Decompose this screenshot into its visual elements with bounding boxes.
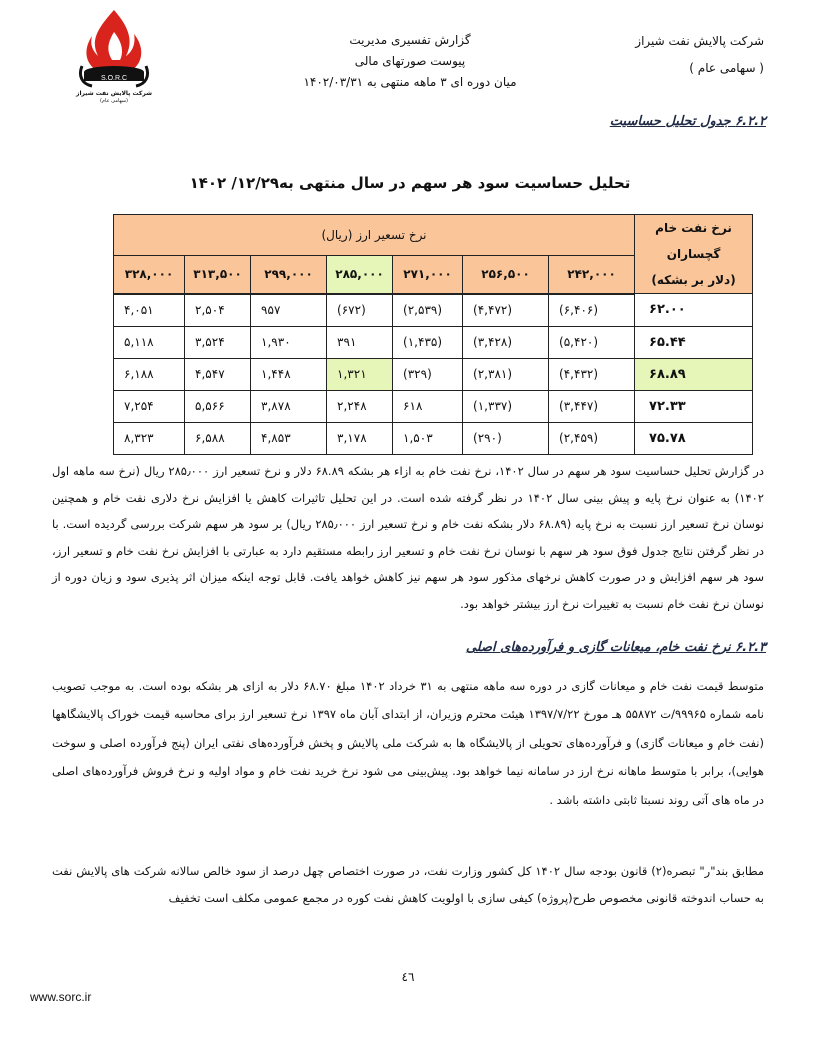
eps-cell: (۶۷۲) bbox=[327, 294, 393, 327]
crude-price-paragraph: متوسط قیمت نفت خام و میعانات گازی در دوره سه ماهه منتهی به ۳۱ خرداد ۱۴۰۲ مبلغ ۶۸.۷۰ دلار به ازای هر بشکه بوده است. به موجب تصویب نامه شماره ۹۹۹۶۵/ت ۵۵۸۷۲ هـ مورخ ۱۳۹۷/۷/۲۲ هیئت محترم وزیران، از ابتدای آبان ماه ۱۳۹۷ نرخ تسعیر ارز برای محاسبه قیمت خوراک پالایشگاهها (نفت خام و میعانات گازی) و فرآورده‌های تحویلی از پالایشگاه ها به شرکت ملی پالایش و پخش فرآورده‌های نفتی ایران (پنج فرآورده اصلی و سوخت هوایی)، برابر با متوسط ماهانه نرخ ارز در سامانه نیما خواهد بود. پیش‌بینی می شود نرخ خرید نفت خام و مواد اولیه و نرخ فروش فرآورده‌های اصلی در ماه های آتی روند نسبتا ثابتی داشته باشد . bbox=[52, 679, 765, 807]
eps-cell: (۶,۴۰۶) bbox=[549, 294, 635, 327]
company-header bbox=[564, 28, 764, 82]
oil-price-header-line1: نرخ نفت خام گچساران bbox=[655, 221, 732, 261]
fx-rate-header: ۲۵۶,۵۰۰ bbox=[463, 256, 549, 294]
eps-cell: ۴,۵۴۷ bbox=[185, 358, 251, 390]
eps-cell: ۷,۲۵۴ bbox=[114, 390, 185, 422]
table-row bbox=[114, 390, 753, 422]
eps-cell: (۳,۴۲۸) bbox=[463, 326, 549, 358]
eps-cell: (۴,۴۷۲) bbox=[463, 294, 549, 327]
fx-rate-header-base: ۲۸۵,۰۰۰ bbox=[327, 256, 393, 294]
eps-cell: ۹۵۷ bbox=[251, 294, 327, 327]
report-header bbox=[280, 30, 540, 93]
eps-cell: ۵,۱۱۸ bbox=[114, 326, 185, 358]
company-type: ( سهامی عام ) bbox=[689, 61, 764, 75]
eps-cell: ۳,۸۷۸ bbox=[251, 390, 327, 422]
eps-cell: ۶,۱۸۸ bbox=[114, 358, 185, 390]
sensitivity-explanation-paragraph: در گزارش تحلیل حساسیت سود هر سهم در سال ۱۴۰۲، نرخ نفت خام به ازاء هر بشکه ۶۸.۸۹ دلار و نرخ تسعیر ارز ۲۸۵٫۰۰۰ ریال (نرخ سه ماهه اول ۱۴۰۲) به عنوان نرخ پایه و پیش بینی سال ۱۴۰۲ در نظر گرفته شده است. در این تحلیل تاثیرات کاهش یا افزایش نرخ دلاری نفت خام و همچنین نوسان نرخ تسعیر ارز نسبت به نرخ پایه (۶۸.۸۹ دلار بشکه نفت خام و نرخ تسعیر ارز ۲۸۵٫۰۰۰ ریال) بر سود هر سهم شرکت بررسی گردیده است. با در نظر گرفتن نتایج جدول فوق سود هر سهم با نوسان نرخ نفت خام و تسعیر ارز رابطه مستقیم دارد به عبارتی با افزایش نرخ نفت خام و تسعیر ارز، سود هر سهم افزایش و در صورت کاهش نرخهای مذکور سود هر سهم نیز کاهش خواهد یافت. قابل توجه اینکه میزان اثر پذیری سود و زیان دوره از نوسان نرخ نفت خام نسبت به تغییرات نرخ ارز بیشتر خواهد بود. bbox=[52, 464, 764, 611]
section-title-sensitivity: ۶.۲.۲ جدول تحلیل حساسیت bbox=[609, 114, 766, 129]
budget-law-paragraph: مطابق بند"ر" تبصره(۲) قانون بودجه سال ۱۴۰۲ کل کشور وزارت نفت، در صورت اختصاص چهل درصد از سود خالص سالانه شرکت های پالایش نفت به حساب اندوخته قانونی مخصوص طرح(پروژه) کیفی سازی با اولویت کاهش نفت کوره در مجمع عمومی مکلف است تخفیف bbox=[52, 864, 764, 905]
eps-cell: ۲,۵۰۴ bbox=[185, 294, 251, 327]
eps-cell: ۱,۴۴۸ bbox=[251, 358, 327, 390]
fx-rate-header: ۲۴۲,۰۰۰ bbox=[549, 256, 635, 294]
company-name: شرکت پالایش نفت شیراز bbox=[635, 34, 764, 48]
eps-cell: ۱,۹۳۰ bbox=[251, 326, 327, 358]
eps-cell: (۳,۴۴۷) bbox=[549, 390, 635, 422]
eps-cell-base: ۱,۳۲۱ bbox=[327, 358, 393, 390]
table-row bbox=[114, 294, 753, 327]
fx-rate-header: ۳۲۸,۰۰۰ bbox=[114, 256, 185, 294]
oil-price-header bbox=[635, 215, 753, 294]
report-period: میان دوره ای ۳ ماهه منتهی به ۱۴۰۲/۰۳/۳۱ bbox=[303, 75, 517, 89]
eps-cell: ۴,۸۵۳ bbox=[251, 422, 327, 454]
logo-text: S.O.R.C bbox=[100, 75, 128, 82]
oil-price-cell: ۷۵.۷۸ bbox=[635, 422, 753, 454]
eps-cell: (۲,۳۸۱) bbox=[463, 358, 549, 390]
eps-cell: (۲,۵۳۹) bbox=[393, 294, 463, 327]
table-row-base bbox=[114, 358, 753, 390]
table-title: تحلیل حساسیت سود هر سهم در سال منتهی به۱۲/۲۹/ ۱۴۰۲ bbox=[189, 174, 631, 192]
eps-cell: (۲,۴۵۹) bbox=[549, 422, 635, 454]
website-link[interactable]: www.sorc.ir bbox=[30, 990, 92, 1004]
report-title: گزارش تفسیری مدیریت bbox=[349, 33, 471, 47]
eps-cell: ۶,۵۸۸ bbox=[185, 422, 251, 454]
eps-cell: ۱,۵۰۳ bbox=[393, 422, 463, 454]
eps-cell: (۵,۴۲۰) bbox=[549, 326, 635, 358]
oil-price-cell-base: ۶۸.۸۹ bbox=[635, 358, 753, 390]
logo-caption: شرکت پالایش نفت شیراز bbox=[76, 90, 152, 97]
eps-cell: ۳,۱۷۸ bbox=[327, 422, 393, 454]
section-title-crude-prices: ۶.۲.۳ نرخ نفت خام، میعانات گازی و فرآورده‌های اصلی bbox=[465, 640, 766, 655]
fx-rate-header: ۲۹۹,۰۰۰ bbox=[251, 256, 327, 294]
eps-cell: ۳۹۱ bbox=[327, 326, 393, 358]
eps-cell: ۳,۵۲۴ bbox=[185, 326, 251, 358]
fx-rate-header: ۳۱۳,۵۰۰ bbox=[185, 256, 251, 294]
eps-cell: (۴,۴۳۲) bbox=[549, 358, 635, 390]
eps-cell: ۵,۵۶۶ bbox=[185, 390, 251, 422]
report-subtitle: پیوست صورتهای مالی bbox=[354, 54, 466, 68]
eps-cell: ۲,۲۴۸ bbox=[327, 390, 393, 422]
fx-rate-header: ۲۷۱,۰۰۰ bbox=[393, 256, 463, 294]
oil-price-cell: ۶۲.۰۰ bbox=[635, 294, 753, 327]
oil-price-header-line2: (دلار بر بشکه) bbox=[651, 273, 736, 287]
company-logo bbox=[68, 6, 160, 106]
oil-price-cell: ۷۲.۳۳ bbox=[635, 390, 753, 422]
sensitivity-table bbox=[113, 214, 752, 455]
eps-cell: (۱,۳۳۷) bbox=[463, 390, 549, 422]
eps-cell: ۸,۳۲۳ bbox=[114, 422, 185, 454]
page-number: ٤٦ bbox=[401, 970, 415, 984]
eps-cell: (۱,۴۳۵) bbox=[393, 326, 463, 358]
logo-caption-2: (سهامی عام) bbox=[100, 98, 128, 104]
fx-rate-group-header: نرخ تسعیر ارز (ریال) bbox=[114, 215, 635, 256]
eps-cell: (۲۹۰) bbox=[463, 422, 549, 454]
oil-price-cell: ۶۵.۴۴ bbox=[635, 326, 753, 358]
eps-cell: ۶۱۸ bbox=[393, 390, 463, 422]
eps-cell: ۴,۰۵۱ bbox=[114, 294, 185, 327]
table-row bbox=[114, 422, 753, 454]
eps-cell: (۳۲۹) bbox=[393, 358, 463, 390]
table-row bbox=[114, 326, 753, 358]
